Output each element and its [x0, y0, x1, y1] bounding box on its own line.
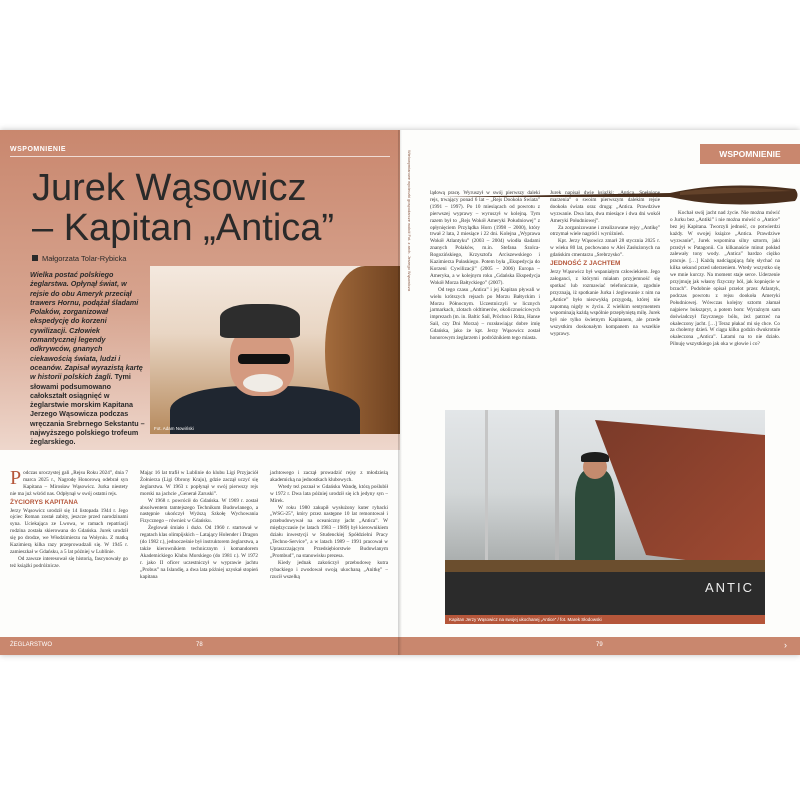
paragraph: Jerzy Wąsowicz urodził się 14 listopada 1944 r. Jego ojciec Roman został zabity, jeszcze przed narodzinami syna. Uciekająca ze Lwowa, w ramach repatriacji rodzina została skierowana do Gdańska. Jurek urodził się po drodze, we Włodzimierzu na Wołyniu. Z matką Kazimierą kilka razy przeprowadzali się. W 1945 r. zamieszkał w Gdańsku, a 5 lat później w Lublinie. — [10, 507, 128, 555]
captain-portrait-photo — [150, 266, 400, 434]
paragraph: Jurek napisał dwie książki: „Antica. Spełnione marzenia” o swoim pierwszym dalekim rejsie dookoła świata oraz drugą: „Antica. Prawdziwe wyzwanie. Dwa lata, dwa miesiące i dwa dni wokół Ameryki Południowej”. — [550, 190, 660, 224]
paragraph: Kiedy jednak zakończył przebudowę kutra rybackiego i zwodował swoją ukochaną „Anitkę” – rzucił wszelką — [270, 559, 388, 580]
left-page — [0, 130, 400, 655]
text-column-3 — [270, 470, 388, 581]
title-line-2: – Kapitan „Antica” — [32, 207, 335, 249]
article-title — [32, 168, 334, 248]
paragraph: Mając 16 lat trafił w Lublinie do klubu Ligi Przyjaciół Żołnierza (Ligi Obrony Kraju), gdzie zaczął uczyć się żeglarstwa. W 1963 r. popłynął w swój pierwszy rejs morski na jachcie „Generał Zaruski”. — [140, 470, 258, 497]
photo-caption: Kapitan Jerzy Wąsowicz na swojej ukochanej „Antice” / fot. Marek Słodowski — [445, 615, 765, 624]
photo-red-sail — [595, 420, 765, 570]
oar-illustration — [440, 179, 800, 211]
captain-on-yacht-photo — [445, 410, 765, 615]
paragraph: Za zorganizowane i zrealizowane rejsy „Antikę” otrzymał wiele nagród i wyróżnień. — [550, 224, 660, 238]
paragraph: Od zawsze interesował się historią, fascynowały go też książki podróżnicze. — [10, 555, 128, 569]
photo-sunglasses — [238, 354, 290, 364]
text-column-5 — [550, 190, 660, 338]
page-number: 78 — [196, 642, 203, 648]
photo-cap — [220, 304, 300, 338]
drop-cap: P — [10, 467, 22, 489]
photo-side-credit: Wielowymiarowe wycieczki gospodarcze wokół Fot. z arch. Jerzego Wąsowicza — [407, 150, 412, 292]
photo-captain-hat — [581, 452, 609, 462]
text-column-1 — [10, 467, 128, 570]
title-line-1: Jurek Wąsowicz — [32, 167, 307, 209]
lead-paragraph — [30, 270, 145, 447]
footer-bar — [400, 637, 800, 655]
section-rule — [10, 156, 390, 157]
magazine-name: ŻEGLARSTWO — [10, 642, 53, 648]
page-number: 79 — [596, 642, 603, 648]
photo-mast — [485, 410, 488, 560]
paragraph: odczas uroczystej gali „Rejsu Roku 2024”, dnia 7 marca 2025 r., Nagrodę Honorową odebrał syn Kapitana – Mirosław Wąsowicz. Jurka niestety nie ma już wśród nas. Odpłynął w swój ostatni rejs. — [10, 470, 128, 497]
subheading: ŻYCIORYS KAPITANA — [10, 498, 78, 506]
paragraph: Wtedy też poznał w Gdańsku Wandę, którą poślubił w 1972 r. Dwa lata później urodził się ich jedyny syn – Mirek. — [270, 483, 388, 504]
subheading: JEDNOŚĆ Z JACHTEM — [550, 260, 621, 268]
paragraph: lądową pracę. Wyruszył w swój pierwszy daleki rejs, trwający ponad 6 lat – „Rejs Dookoła Świata” (1991 – 1997). Po 10 miesiącach od powrotu z pierwszej wyprawy – wyruszył w kolejną. Tym razem był to „Rejs Wokół Ameryki Południowej” z opłynięciem Przylądka Horn (1998 – 2000), który trwał 2 lata, 2 miesiące i 22 dni. Kolejna „Wyprawa Wokół Atlantyku” (2003 – 2004) wiodła śladami znanych Polaków, m.in. Stefana Szolca-Rogozińskiego, Krzysztofa Arciszewskiego i Kazimierza Pułaskiego. Potem była „Ekspedycja do Korzeni Cywilizacji” (2005 – 2006) Europa – Ameryka, a w kolejnym roku „Gdańska Ekspedycja Wokół Morza Bałtyckiego” (2007). — [430, 190, 540, 286]
lead-quote: Wielka postać polskiego żeglarstwa. Opłynął świat, w rejsie do obu Ameryk przeciął trawers Hornu, podążał śladami Polaków, zorganizował ekspedycję do korzeni cywilizacji. Człowiek romantycznej legendy odkrywców, gnanych ciekawością świata, ludzi i oceanów. Zapisał wyrazistą kartę w historii polskich żagli. — [30, 270, 143, 382]
paragraph: Żeglował śmiało i dużo. Od 1960 r. startował w regatach klas olimpijskich – Latający Holender i Dragon (do 1982 r.), jednocześnie był instruktorem żeglarstwa, a także kierownikiem technicznym i komandorem Akademickiego Klubu Morskiego (do 1981 r.). W 1972 r. jako II oficer uczestniczył w wyprawie jachtu „Probus” na Islandię, a dwa lata później uzyskał stopień kapitana — [140, 525, 258, 580]
text-column-4 — [430, 190, 540, 342]
photo-captain-body — [575, 470, 615, 565]
photo-beard — [243, 374, 283, 392]
paragraph: Kochał swój jacht nad życie. Nie można mówić o Jurku bez „Antiki” i nie można mówić o „Antice” bez jej Kapitana. Tworzyli jedność, co potwierdzi każdy. W swojej książce „Antica. Prawdziwe wyzwanie”, Jurek wspomina silny sztorm, jaki przeżył w Patagonii. Co kilkanaście minut pokład zalewały tony wody. „Antica” bardzo ciężko pracuje. […] Każdą nadciągającą falę słychać na kilka sekund przed uderzeniem. Wtedy wszystko się we mnie kurczy. Na moment staje serce. Uderzenie przyjmuję jak własny fizyczny ból, jak kopnięcie w brzuch”. Podobnie opisał przelot przez Atlantyk, podczas powrotu z rejsu dookoła Ameryki Południowej. Wówczas kolejny sztorm złamał najpierw bukszpryt, a potem bom: Wyraźnym sam doświadczył fizycznego bólu, żeż patrzeć na okaleczony jacht. […] Teraz płakać mi się chce. Co za cholerny dzień. W ciągu kilku godzin dwukrotnie okaleczona „Antica”. Latami na to nie działo. Pilnuję wszystkiego jak oka w głowie i co? — [670, 210, 780, 348]
footer-bar — [0, 637, 400, 655]
photo-mast — [555, 410, 559, 560]
text-column-6 — [670, 210, 780, 348]
paragraph: Jerzy Wąsowicz był wspaniałym człowiekiem. Jego załoganci, z którymi miałam przyjemność się spotkać lub rozmawiać telefonicznie, zgodnie przyznają, iż spotkanie Jurka i żeglowanie z nim na „Antice” było niezwykłą przygodą, której nie zapomną nigdy w życiu. Z wielkim sentymentem wspominają każdą wspólnie przepłyniętą milę. Jurek był nie tylko świetnym Kapitanem, ale przede wszystkim doskonałym kompanem na wszelkie wyprawy. — [550, 268, 660, 338]
photo-deck-rail — [445, 560, 765, 572]
paragraph: Kpt. Jerzy Wąsowicz zmarł 28 stycznia 2025 r. w wieku 80 lat, pochowano w Alei Zasłużonych na gdańskim cmentarzu „Srebrzysko”. — [550, 238, 660, 259]
paragraph: jachtowego i zaczął prowadzić rejsy z młodzieżą akademicką na jednostkach klubowych. — [270, 470, 388, 483]
next-page-arrow-icon: › — [784, 640, 787, 650]
paragraph: Od tego czasu „Antica” i jej Kapitan pływali w wielu krótszych rejsach po Morzu Bałtyckim i Morzu Północnym. Uczestniczyli w licznych jarmarkach, zlotach oldtimerów, okolicznościowych imprezach (m. in. Baltic Sail, Pröchno i Rdza, Hanse Sail, czy Dni Morza) – rozsławiając dobre imię Gdańska, jako że kpt. Jerzy Wąsowicz został honorowym żeglarzem i podróżnikiem tego miasta. — [430, 286, 540, 342]
section-tag: WSPOMNIENIE — [10, 146, 67, 153]
author-byline: Małgorzata Tolar-Rybicka — [32, 254, 126, 263]
paragraph: W 1968 r. powrócił do Gdańska. W 1969 r. został absolwentem tamtejszego Technikum Budowlanego, a następnie ukończył Wyższą Szkołę Wychowania Fizycznego – również w Gdańsku. — [140, 497, 258, 525]
section-tag: WSPOMNIENIE — [700, 144, 800, 164]
paragraph: W roku 1980 zakupił wysłużony kuter rybacki „WSG-25”, który przez następne 10 lat remontował i przebudowywał na oceaniczny jacht „Antica”. W międzyczasie (w latach 1983 – 1989) był kierownikiem działu inwestycji w Studenckiej Spółdzielni Pracy „Techno-Service”, a w latach 1989 – 1991 pracował w Upraszczającym Przedsiębiorstwie Budowlanym „Prombud”, na stanowisku prezesa. — [270, 504, 388, 559]
boat-name: ANTIC — [705, 580, 754, 595]
text-column-2 — [140, 470, 258, 581]
photo-credit: Fot. Adam Nowiński — [154, 426, 194, 431]
lead-summary: Tymi słowami podsumowano całokształt osiągnięć w żeglarstwie morskim Kapitana Jerzego Wąsowicza podczas wręczania Srebrnego Sekstantu – najwyższego polskiego trofeum żeglarskiego. — [30, 372, 145, 447]
